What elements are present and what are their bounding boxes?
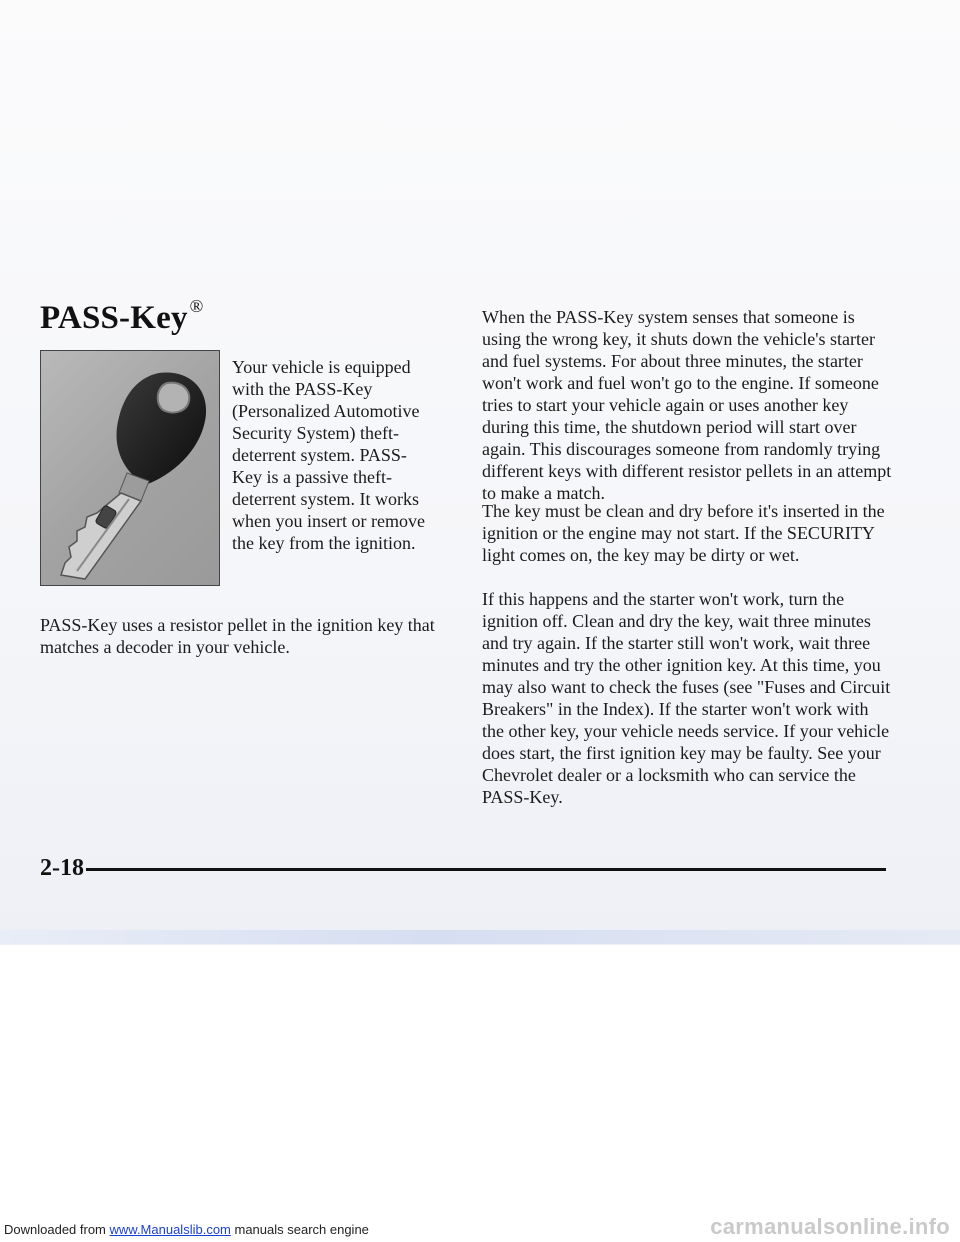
key-blade (61, 493, 141, 579)
section-title-text: PASS-Key (40, 300, 188, 336)
wrong-key-paragraph: When the PASS-Key system senses that someone is using the wrong key, it shuts down the vehicle's starter and fuel systems. For about three minutes, the starter won't work and fuel won't go to the engine. If someone tries to start your vehicle again or uses another key during this time, the shutdown period will start over again. This discourages someone from randomly trying different keys with different resistor pellets in an attempt to make a match. (482, 307, 892, 503)
page-rule (86, 868, 886, 871)
page-number: 2-18 (40, 855, 84, 881)
intro-paragraph: Your vehicle is equipped with the PASS-Key (Personalized Automotive Security System) theft-deterrent system. PASS-Key is a passive theft-deterrent system. It works when you insert or remove the key from the ignition. (232, 357, 425, 553)
footer-prefix: Downloaded from (4, 1222, 110, 1237)
page-bottom-stripe (0, 930, 960, 944)
manualslib-link[interactable]: www.Manualslib.com (109, 1222, 231, 1237)
watermark: carmanualsonline.info (710, 1214, 950, 1239)
download-footer (4, 1222, 369, 1237)
clean-key-paragraph: The key must be clean and dry before it's inserted in the ignition or the engine may not start. If the SECURITY light comes on, the key may be dirty or wet. (482, 501, 885, 565)
resistor-paragraph: PASS-Key uses a resistor pellet in the ignition key that matches a decoder in your vehicle. (40, 615, 435, 657)
key-illustration (41, 351, 219, 585)
troubleshoot-paragraph: If this happens and the starter won't work, turn the ignition off. Clean and dry the key, wait three minutes and try again. If the starter still won't work, wait three minutes and try the other ignition key. At this time, you may also want to check the fuses (see "Fuses and Circuit Breakers" in the Index). If the starter won't work with the other key, your vehicle needs service. If your vehicle does start, the first ignition key may be faulty. See your Chevrolet dealer or a locksmith who can service the PASS-Key. (482, 589, 891, 807)
section-title (40, 296, 204, 337)
footer-suffix: manuals search engine (230, 1222, 369, 1237)
pass-key-photo (40, 350, 220, 586)
key-ring-hole (158, 383, 190, 413)
registered-mark: ® (189, 296, 204, 316)
